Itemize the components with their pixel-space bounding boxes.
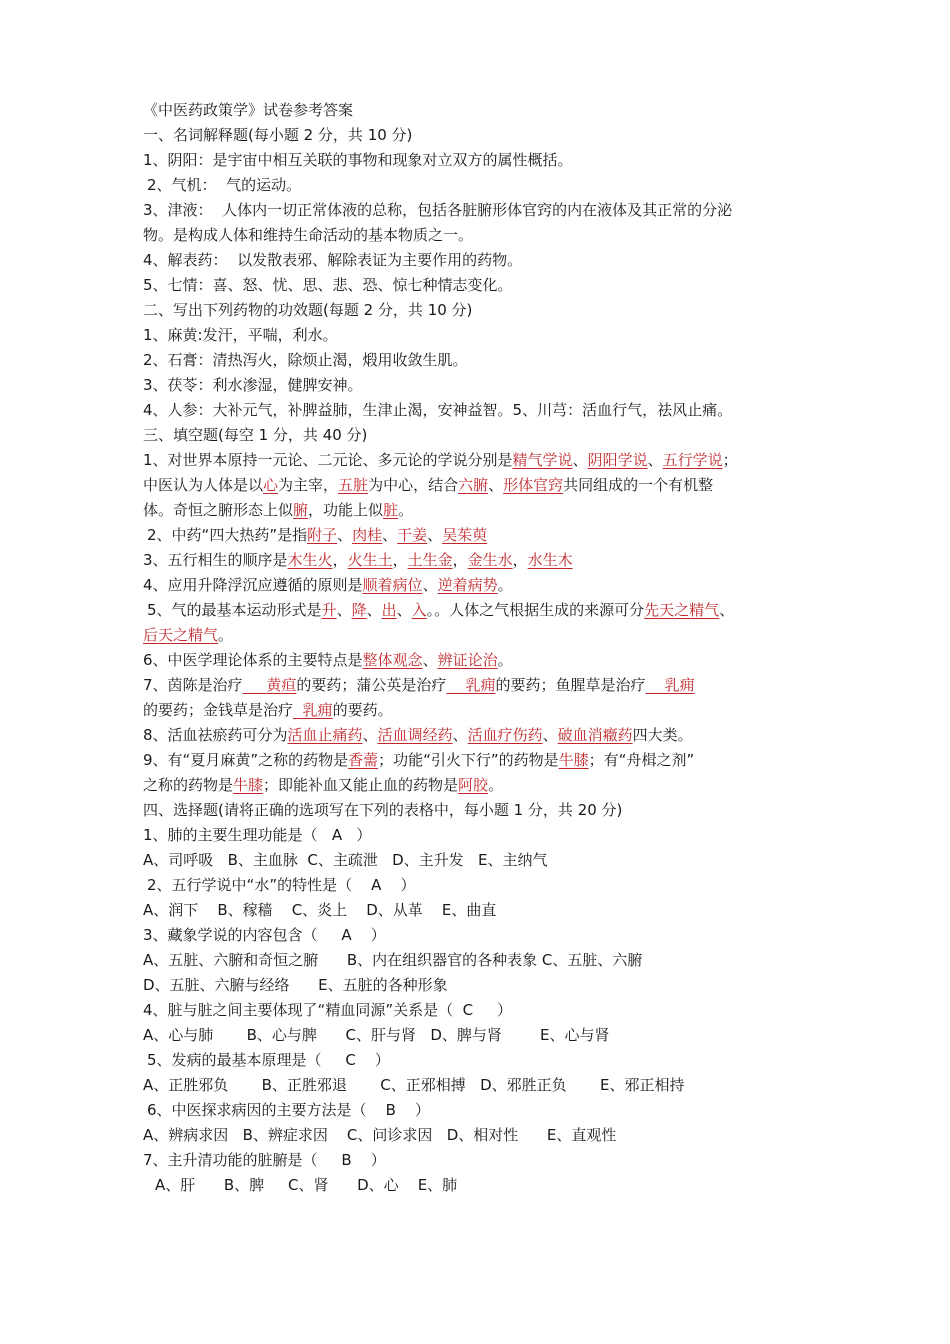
answer-text: 活血调经药 xyxy=(377,726,453,744)
text-line xyxy=(143,350,468,370)
question-text: ， xyxy=(392,551,408,569)
question-text: 3、藏象学说的内容包含（ A ） xyxy=(143,926,386,944)
text-line xyxy=(143,775,503,795)
answer-text: 牛膝 xyxy=(233,776,264,794)
question-text: 之称的药物是 xyxy=(143,776,234,794)
answer-text: 黄疸 xyxy=(242,676,297,694)
question-text: 、 xyxy=(422,576,438,594)
text-line xyxy=(143,225,473,245)
text-line xyxy=(143,925,386,945)
answer-text: 乳痈 xyxy=(293,701,333,719)
question-text: 物。是构成人体和维持生命活动的基本物质之一。 xyxy=(143,226,474,244)
text-line xyxy=(143,900,496,920)
question-text: 3、茯苓：利水渗湿，健脾安神。 xyxy=(143,376,363,394)
answer-text: 顺着病位 xyxy=(362,576,423,594)
question-text: 、 xyxy=(336,601,352,619)
text-line xyxy=(143,675,695,695)
question-text: 5、发病的最基本原理是（ C ） xyxy=(147,1051,390,1069)
text-line xyxy=(147,875,416,895)
answer-text: 整体观念 xyxy=(362,651,423,669)
question-text: 7、主升清功能的脏腑是（ B ） xyxy=(143,1151,386,1169)
question-text: ； xyxy=(722,451,738,469)
question-text: 。 xyxy=(497,576,513,594)
answer-text: 脏 xyxy=(383,501,399,519)
question-text: 1、对世界本原持一元论、二元论、多元论的学说分别是 xyxy=(143,451,513,469)
question-text: A、润下 B、稼穑 C、炎上 D、从革 E、曲直 xyxy=(143,901,497,919)
answer-text: 形体官窍 xyxy=(503,476,564,494)
question-text: 体。奇恒之腑形态上似 xyxy=(143,501,294,519)
question-text: ， xyxy=(452,551,468,569)
text-line xyxy=(143,400,732,420)
question-text: 5、七情：喜、怒、忧、思、悲、恐、惊七种情志变化。 xyxy=(143,276,513,294)
answer-text: 土生金 xyxy=(407,551,453,569)
question-text: 中医认为人体是以 xyxy=(143,476,264,494)
question-text: 9、有“夏月麻黄”之称的药物是 xyxy=(143,751,349,769)
text-line xyxy=(143,150,573,170)
question-text: A、心与肺 B、心与脾 C、肝与肾 D、脾与肾 E、心与肾 xyxy=(143,1026,610,1044)
answer-text: 活血疗伤药 xyxy=(467,726,543,744)
question-text: 2、中药“四大热药”是指 xyxy=(147,526,308,544)
question-text: 的要药；金钱草是治疗 xyxy=(143,701,294,719)
answer-text: 心 xyxy=(263,476,279,494)
text-line xyxy=(143,725,693,745)
question-text: 、 xyxy=(422,651,438,669)
answer-text: 降 xyxy=(351,601,367,619)
question-text: D、五脏、六腑与经络 E、五脏的各种形象 xyxy=(143,976,448,994)
question-text: A、肝 B、脾 C、肾 D、心 E、肺 xyxy=(155,1176,458,1194)
answer-text: 乳痈 xyxy=(446,676,496,694)
question-text: 共同组成的一个有机整 xyxy=(563,476,714,494)
question-text: 、 xyxy=(366,601,382,619)
answer-text: 五脏 xyxy=(338,476,369,494)
text-line xyxy=(143,1125,616,1145)
question-text: ；有“舟楫之剂” xyxy=(588,751,695,769)
question-text: 3、五行相生的顺序是 xyxy=(143,551,288,569)
question-text: 四大类。 xyxy=(632,726,693,744)
text-line xyxy=(143,825,371,845)
text-line xyxy=(143,500,413,520)
question-text: A、五脏、六腑和奇恒之腑 B、内在组织器官的各种表象 C、五脏、六腑 xyxy=(143,951,643,969)
question-text: 的要药；鱼腥草是治疗 xyxy=(495,676,646,694)
text-line xyxy=(143,125,412,145)
question-text: 、 xyxy=(647,451,663,469)
answer-text: 香薷 xyxy=(348,751,379,769)
question-text: A、正胜邪负 B、正胜邪退 C、正邪相搏 D、邪胜正负 E、邪正相持 xyxy=(143,1076,685,1094)
question-text: 《中医药政策学》试卷参考答案 xyxy=(143,101,354,119)
answer-text: 腑 xyxy=(293,501,309,519)
answer-text: 阴阳学说 xyxy=(587,451,648,469)
question-text: 4、人参：大补元气，补脾益肺，生津止渴，安神益智。5、川芎：活血行气，祛风止痛。 xyxy=(143,401,733,419)
text-line xyxy=(143,975,448,995)
text-line xyxy=(143,475,713,495)
text-line xyxy=(143,575,513,595)
text-line xyxy=(143,375,363,395)
answer-text: 出 xyxy=(381,601,397,619)
question-text: 的要药。 xyxy=(332,701,393,719)
question-text: 为主宰， xyxy=(278,476,339,494)
question-text: A、辨病求因 B、辨症求因 C、问诊求因 D、相对性 E、直观性 xyxy=(143,1126,617,1144)
answer-text: 附子 xyxy=(307,526,338,544)
question-text: ， xyxy=(332,551,348,569)
answer-text: 精气学说 xyxy=(512,451,573,469)
question-text: 四、选择题(请将正确的选项写在下列的表格中，每小题 1 分，共 20 分) xyxy=(143,801,623,819)
question-text: ；即能补血又能止血的药物是 xyxy=(263,776,459,794)
question-text: 6、中医学理论体系的主要特点是 xyxy=(143,651,363,669)
question-text: 8、活血祛瘀药可分为 xyxy=(143,726,288,744)
question-text: 1、阴阳：是宇宙中相互关联的事物和现象对立双方的属性概括。 xyxy=(143,151,573,169)
question-text: 、 xyxy=(719,601,735,619)
answer-text: 牛膝 xyxy=(558,751,589,769)
text-line xyxy=(147,525,487,545)
question-text: 。 xyxy=(488,776,504,794)
answer-text: 木生火 xyxy=(287,551,333,569)
question-text: 6、中医探求病因的主要方法是（ B ） xyxy=(147,1101,430,1119)
question-text: 。 xyxy=(218,626,234,644)
question-text: 2、石膏：清热泻火，除烦止渴，煅用收敛生肌。 xyxy=(143,351,468,369)
text-line xyxy=(143,300,472,320)
answer-text: 活血止痛药 xyxy=(287,726,363,744)
answer-text: 干姜 xyxy=(397,526,428,544)
question-text: 的要药；蒲公英是治疗 xyxy=(296,676,447,694)
text-line xyxy=(143,275,513,295)
question-text: 1、麻黄:发汗，平喘，利水。 xyxy=(143,326,338,344)
question-text: 、 xyxy=(337,526,353,544)
text-line xyxy=(143,1025,610,1045)
question-text: 、 xyxy=(382,526,398,544)
question-text: 2、五行学说中“水”的特性是（ A ） xyxy=(147,876,416,894)
text-line xyxy=(143,650,513,670)
answer-text: 火生土 xyxy=(347,551,393,569)
question-text: 二、写出下列药物的功效题(每题 2 分，共 10 分) xyxy=(143,301,473,319)
question-text: 、 xyxy=(427,526,443,544)
answer-text: 肉桂 xyxy=(352,526,383,544)
question-text: 一、名词解释题(每小题 2 分，共 10 分) xyxy=(143,126,413,144)
question-text: ， xyxy=(512,551,528,569)
question-text: 为中心，结合 xyxy=(368,476,459,494)
question-text: ；功能“引火下行”的药物是 xyxy=(378,751,559,769)
text-line xyxy=(143,325,338,345)
question-text: A、司呼吸 B、主血脉 C、主疏泄 D、主升发 E、主纳气 xyxy=(143,851,548,869)
question-text: 。 xyxy=(497,651,513,669)
text-line xyxy=(143,200,732,220)
question-text: 4、应用升降浮沉应遵循的原则是 xyxy=(143,576,363,594)
answer-text: 水生木 xyxy=(527,551,573,569)
answer-text: 五行学说 xyxy=(662,451,723,469)
text-line xyxy=(143,1150,386,1170)
answer-text: 升 xyxy=(321,601,337,619)
question-text: 、 xyxy=(396,601,412,619)
text-line xyxy=(143,1075,685,1095)
question-text: 、 xyxy=(452,726,468,744)
question-text: 7、茵陈是治疗 xyxy=(143,676,243,694)
text-line xyxy=(143,425,367,445)
answer-text: 阿胶 xyxy=(458,776,489,794)
question-text: 4、解表药： 以发散表邪、解除表证为主要作用的药物。 xyxy=(143,251,523,269)
question-text: 。。人体之气根据生成的来源可分 xyxy=(426,601,645,619)
question-text: 1、肺的主要生理功能是（ A ） xyxy=(143,826,372,844)
text-line xyxy=(143,750,694,770)
question-text: 。 xyxy=(398,501,414,519)
answer-text: 金生水 xyxy=(467,551,513,569)
text-line xyxy=(143,700,393,720)
question-text: 、 xyxy=(488,476,504,494)
answer-text: 入 xyxy=(411,601,427,619)
question-text: 、 xyxy=(542,726,558,744)
text-line xyxy=(155,1175,457,1195)
answer-text: 辨证论治 xyxy=(437,651,498,669)
text-line xyxy=(147,175,301,195)
answer-text: 后天之精气 xyxy=(143,626,219,644)
answer-text: 吴茱萸 xyxy=(442,526,488,544)
question-text: 4、脏与脏之间主要体现了“精血同源”关系是（ C ） xyxy=(143,1001,512,1019)
text-line xyxy=(143,450,738,470)
answer-text: 逆着病势 xyxy=(437,576,498,594)
question-text: 2、气机： 气的运动。 xyxy=(147,176,302,194)
answer-text: 六腑 xyxy=(458,476,489,494)
text-line xyxy=(147,1100,430,1120)
text-line xyxy=(147,1050,390,1070)
answer-text: 乳痈 xyxy=(645,676,695,694)
text-line xyxy=(143,625,233,645)
question-text: 、 xyxy=(572,451,588,469)
text-line xyxy=(143,950,642,970)
text-line xyxy=(143,1000,512,1020)
text-line xyxy=(143,250,522,270)
answer-text: 先天之精气 xyxy=(644,601,720,619)
text-line xyxy=(143,850,548,870)
answer-text: 破血消癥药 xyxy=(557,726,633,744)
text-line xyxy=(147,600,734,620)
text-line xyxy=(143,100,353,120)
question-text: 5、气的最基本运动形式是 xyxy=(147,601,322,619)
text-line xyxy=(143,800,622,820)
question-text: 、 xyxy=(362,726,378,744)
question-text: 3、津液： 人体内一切正常体液的总称，包括各脏腑形体官窍的内在液体及其正常的分泌 xyxy=(143,201,733,219)
question-text: 三、填空题(每空 1 分，共 40 分) xyxy=(143,426,368,444)
text-line xyxy=(143,550,573,570)
question-text: ，功能上似 xyxy=(308,501,384,519)
